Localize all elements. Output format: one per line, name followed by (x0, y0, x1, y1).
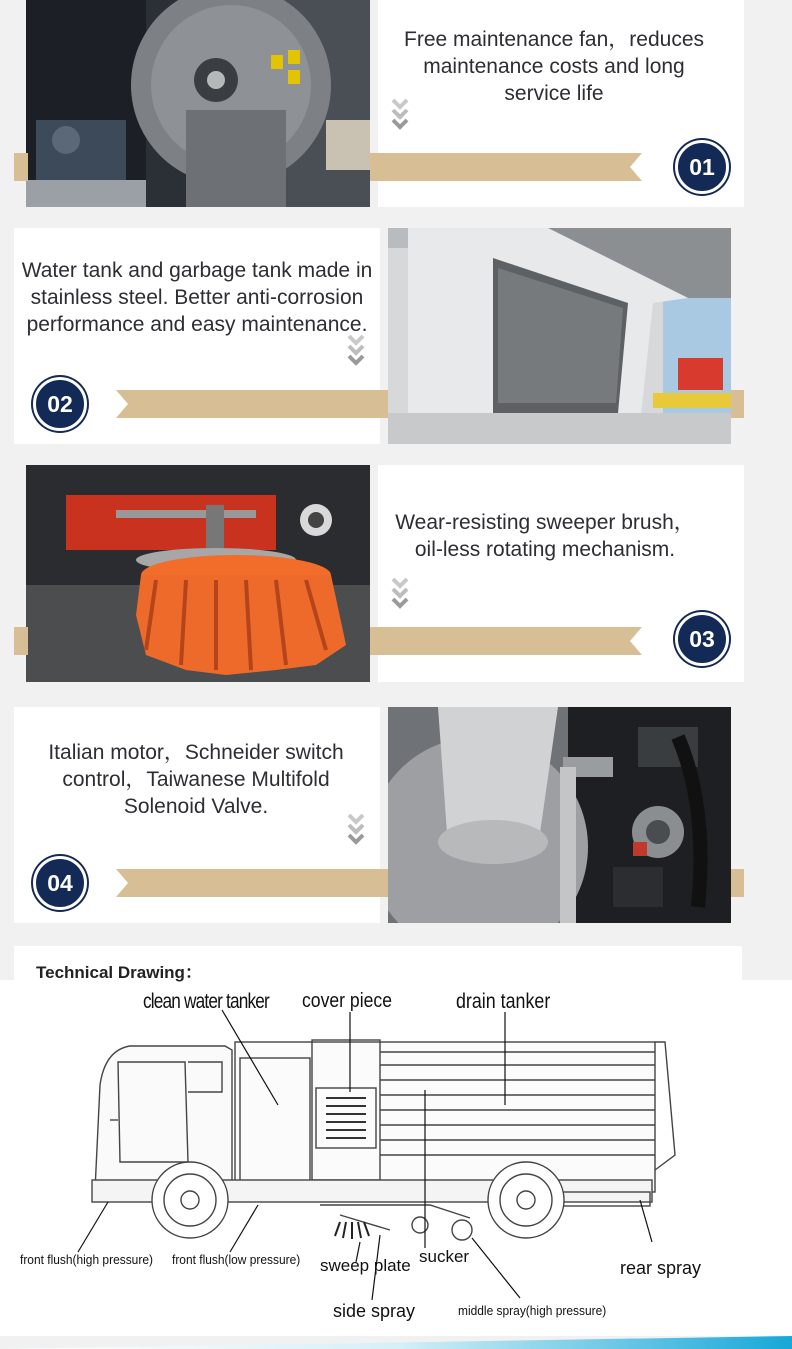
label-front-flush-high: front flush(high pressure) (20, 1252, 153, 1267)
ribbon-04 (116, 869, 388, 897)
label-cover-piece: cover piece (302, 990, 393, 1012)
sweeper-truck-drawing (0, 980, 792, 1336)
label-clean-water-tanker: clean water tanker (143, 990, 269, 1013)
label-side-spray: side spray (333, 1301, 416, 1321)
label-sucker: sucker (419, 1247, 470, 1266)
feature-text-02: Water tank and garbage tank made in stainless steel. Better anti-corrosion performance and easy maintenance. (21, 259, 373, 336)
motor-photo (388, 707, 731, 923)
ribbon-02 (116, 390, 388, 418)
chevron-down-icon (347, 813, 365, 849)
ribbon-03-left (14, 627, 28, 655)
ribbon-04-right (731, 869, 744, 897)
bottom-accent-bar (0, 1336, 792, 1349)
ribbon-01 (370, 153, 642, 181)
badge-03: 03 (675, 612, 729, 666)
label-rear-spray: rear spray (620, 1258, 702, 1278)
ribbon-02-right (731, 390, 744, 418)
chevron-down-icon (391, 98, 409, 134)
feature-text-01: Free maintenance fan，reduces maintenance costs and long service life (404, 28, 704, 105)
label-front-flush-low: front flush(low pressure) (172, 1252, 301, 1267)
label-sweep-plate: sweep plate (320, 1256, 411, 1275)
fan-photo (26, 0, 370, 207)
chevron-down-icon (391, 577, 409, 613)
badge-01: 01 (675, 140, 729, 194)
tank-photo (388, 228, 731, 444)
badge-04: 04 (33, 856, 87, 910)
label-middle-spray: middle spray(high pressure) (458, 1303, 607, 1318)
ribbon-01-left (14, 153, 28, 181)
badge-02: 02 (33, 377, 87, 431)
brush-photo (26, 465, 370, 682)
ribbon-03 (370, 627, 642, 655)
label-drain-tanker: drain tanker (456, 990, 551, 1013)
chevron-down-icon (347, 334, 365, 370)
feature-text-04: Italian motor，Schneider switch control，Taiwanese Multifold Solenoid Valve. (48, 741, 344, 818)
technical-drawing-title: Technical Drawing： (36, 963, 202, 982)
feature-text-03: Wear-resisting sweeper brush，oil-less rotating mechanism. (395, 511, 695, 561)
